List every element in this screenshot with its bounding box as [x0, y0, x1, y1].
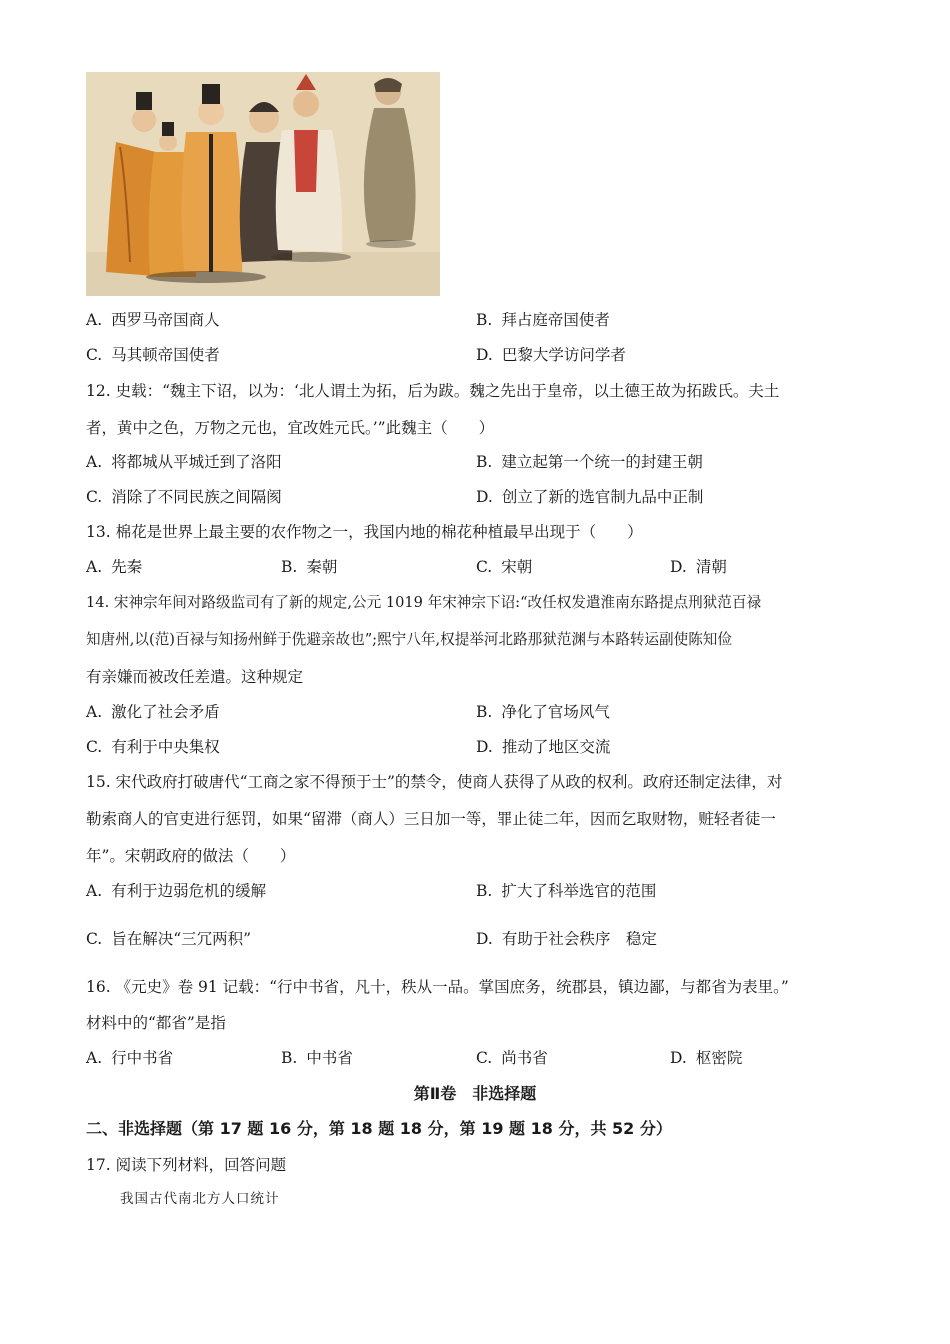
option-a[interactable]: A. 有利于边弱危机的缓解 — [86, 882, 267, 900]
option-c[interactable]: C. 宋朝 — [476, 558, 533, 576]
option-b[interactable]: B. 净化了官场风气 — [476, 703, 610, 721]
option-b[interactable]: B. 拜占庭帝国使者 — [476, 311, 610, 329]
question-17-stem: 17. 阅读下列材料，回答问题 — [86, 1156, 287, 1174]
option-b[interactable]: B. 建立起第一个统一的封建王朝 — [476, 453, 703, 471]
option-b[interactable]: B. 中书省 — [281, 1049, 353, 1067]
option-c[interactable]: C. 有利于中央集权 — [86, 738, 220, 756]
question-14-stem-line1: 14. 宋神宗年间对路级监司有了新的规定,公元 1019 年宋神宗下诏:“改任权发遣淮南东路提点刑狱范百禄 — [86, 594, 762, 611]
question-12-stem-line1: 12. 史载：“魏主下诏，以为：‘北人谓土为拓，后为跋。魏之先出于皇帝，以土德王故为拓跋氏。夫土 — [86, 382, 780, 400]
option-a[interactable]: A. 行中书省 — [86, 1049, 174, 1067]
option-d[interactable]: D. 推动了地区交流 — [476, 738, 611, 756]
question-14-stem-line2: 知唐州,以(范)百禄与知扬州鲜于侁避亲故也”;熙宁八年,权提举河北路那狱范渊与本路转运副使陈知俭 — [86, 631, 732, 648]
option-d[interactable]: D. 有助于社会秩序 稳定 — [476, 930, 657, 948]
option-a[interactable]: A. 激化了社会矛盾 — [86, 703, 220, 721]
table-caption: 我国古代南北方人口统计 — [120, 1191, 280, 1207]
option-c[interactable]: C. 尚书省 — [476, 1049, 548, 1067]
option-a[interactable]: A. 西罗马帝国商人 — [86, 311, 220, 329]
option-a[interactable]: A. 将都城从平城迁到了洛阳 — [86, 453, 282, 471]
question-14-stem-line3: 有亲嫌而被改任差遣。这种规定 — [86, 668, 304, 686]
option-c[interactable]: C. 旨在解决“三冗两积” — [86, 930, 252, 948]
option-d[interactable]: D. 创立了新的选官制九品中正制 — [476, 488, 704, 506]
question-15-stem-line1: 15. 宋代政府打破唐代“工商之家不得预于士”的禁令，使商人获得了从政的权利。政府还制定法律，对 — [86, 773, 783, 791]
section-title: 第Ⅱ卷 非选择题 — [413, 1084, 537, 1103]
question-12-stem-line2: 者，黄中之色，万物之元也，宜改姓元氏。’”此魏主（ ） — [86, 419, 495, 437]
question-15-stem-line2: 勒索商人的官吏进行惩罚，如果“留滞（商人）三日加一等，罪止徒二年，因而乞取财物，赃轻者徒一 — [86, 810, 776, 828]
option-a[interactable]: A. 先秦 — [86, 558, 143, 576]
question-16-stem-line2: 材料中的“都省”是指 — [86, 1014, 226, 1032]
question-16-stem-line1: 16. 《元史》卷 91 记载：“行中书省，凡十，秩从一品。掌国庶务，统郡县，镇边鄙，与都省为表里。” — [86, 978, 789, 996]
part-title: 二、非选择题（第 17 题 16 分，第 18 题 18 分，第 19 题 18 分，共 52 分） — [86, 1119, 672, 1138]
option-d[interactable]: D. 清朝 — [670, 558, 727, 576]
historical-painting — [86, 72, 440, 296]
question-13-stem: 13. 棉花是世界上最主要的农作物之一，我国内地的棉花种植最早出现于（ ） — [86, 523, 643, 541]
option-c[interactable]: C. 马其顿帝国使者 — [86, 346, 220, 364]
option-b[interactable]: B. 扩大了科举选官的范围 — [476, 882, 657, 900]
option-d[interactable]: D. 巴黎大学访问学者 — [476, 346, 626, 364]
option-c[interactable]: C. 消除了不同民族之间隔阂 — [86, 488, 282, 506]
question-15-stem-line3: 年”。宋朝政府的做法（ ） — [86, 847, 296, 865]
option-b[interactable]: B. 秦朝 — [281, 558, 338, 576]
option-d[interactable]: D. 枢密院 — [670, 1049, 743, 1067]
